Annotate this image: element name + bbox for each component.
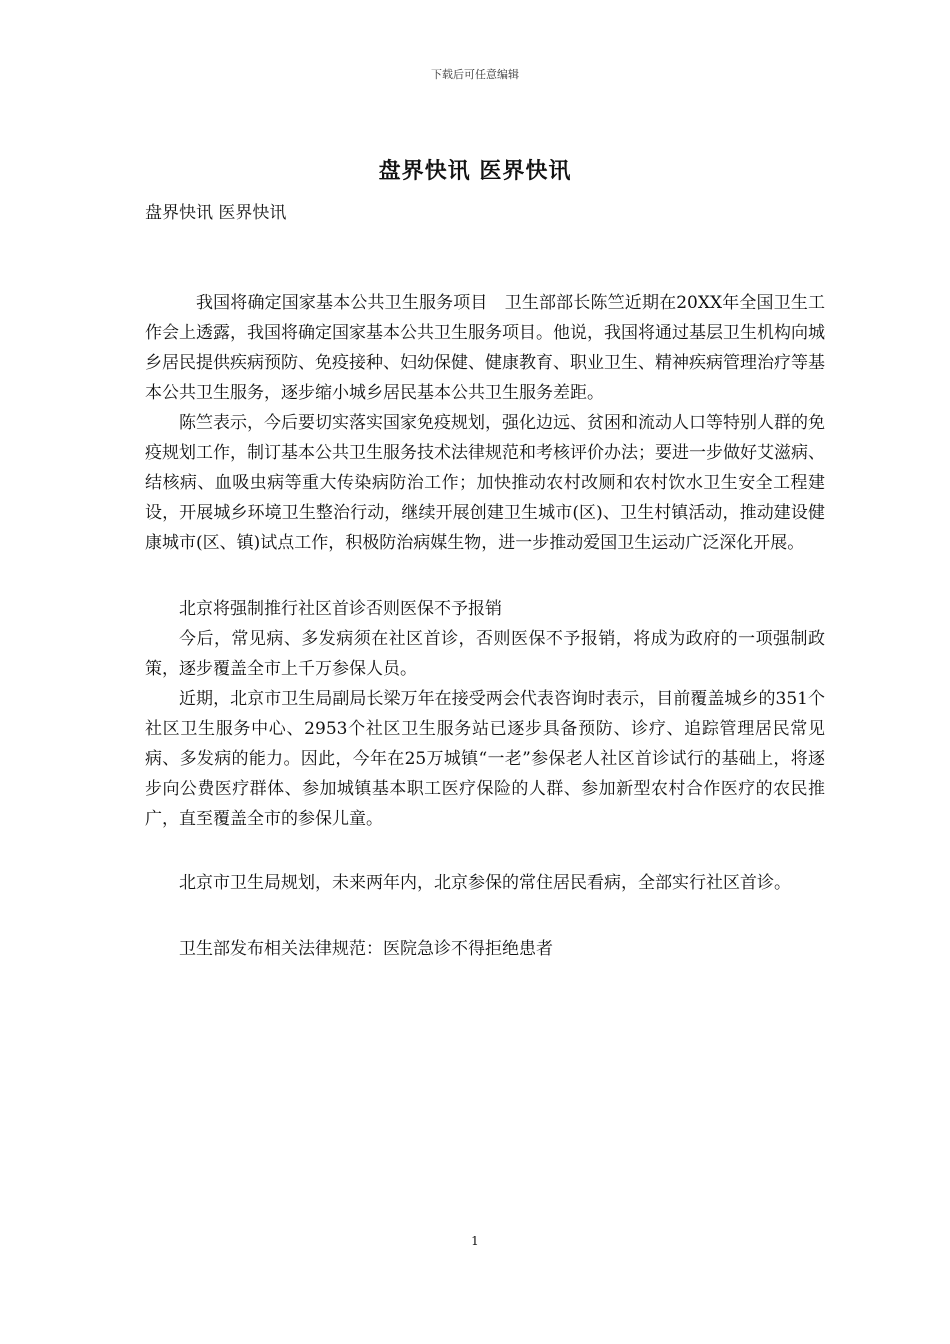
section-heading-emergency: 卫生部发布相关法律规范：医院急诊不得拒绝患者 bbox=[179, 939, 553, 959]
document-body bbox=[145, 198, 825, 964]
paragraph-5: 北京市卫生局规划，未来两年内，北京参保的常住居民看病，全部实行社区首诊。 bbox=[179, 873, 791, 893]
document-title: 盘界快讯 医界快讯 bbox=[378, 158, 572, 184]
paragraph-2: 陈竺表示，今后要切实落实国家免疫规划，强化边远、贫困和流动人口等特别人群的免疫规划工作，制订基本公共卫生服务技术法律规范和考核评价办法；要进一步做好艾滋病、结核病、血吸虫病等重大传染病防治工作；加快推动农村改厕和农村饮水卫生安全工程建设，开展城乡环境卫生整治行动，继续开展创建卫生城市(区)、卫生村镇活动，推动建设健康城市(区、镇)试点工作，积极防治病媒生物，进一步推动爱国卫生运动广泛深化开展。 bbox=[145, 413, 825, 553]
paragraph-3: 今后，常见病、多发病须在社区首诊，否则医保不予报销，将成为政府的一项强制政策，逐步覆盖全市上千万参保人员。 bbox=[145, 629, 825, 679]
page-number: 1 bbox=[471, 1234, 479, 1248]
paragraph-1: 我国将确定国家基本公共卫生服务项目 卫生部部长陈竺近期在20XX年全国卫生工作会上透露，我国将确定国家基本公共卫生服务项目。他说，我国将通过基层卫生机构向城乡居民提供疾病预防、免疫接种、妇幼保健、健康教育、职业卫生、精神疾病管理治疗等基本公共卫生服务，逐步缩小城乡居民基本公共卫生服务差距。 bbox=[145, 293, 825, 403]
section-heading-beijing: 北京将强制推行社区首诊否则医保不予报销 bbox=[179, 599, 502, 619]
paragraph-4: 近期，北京市卫生局副局长梁万年在接受两会代表咨询时表示，目前覆盖城乡的351个社区卫生服务中心、2953个社区卫生服务站已逐步具备预防、诊疗、追踪管理居民常见病、多发病的能力。因此，今年在25万城镇“一老”参保老人社区首诊试行的基础上，将逐步向公费医疗群体、参加城镇基本职工医疗保险的人群、参加新型农村合作医疗的农民推广，直至覆盖全市的参保儿童。 bbox=[145, 689, 825, 829]
page-header-note: 下载后可任意编辑 bbox=[431, 68, 519, 81]
document-subtitle: 盘界快讯 医界快讯 bbox=[145, 203, 287, 223]
